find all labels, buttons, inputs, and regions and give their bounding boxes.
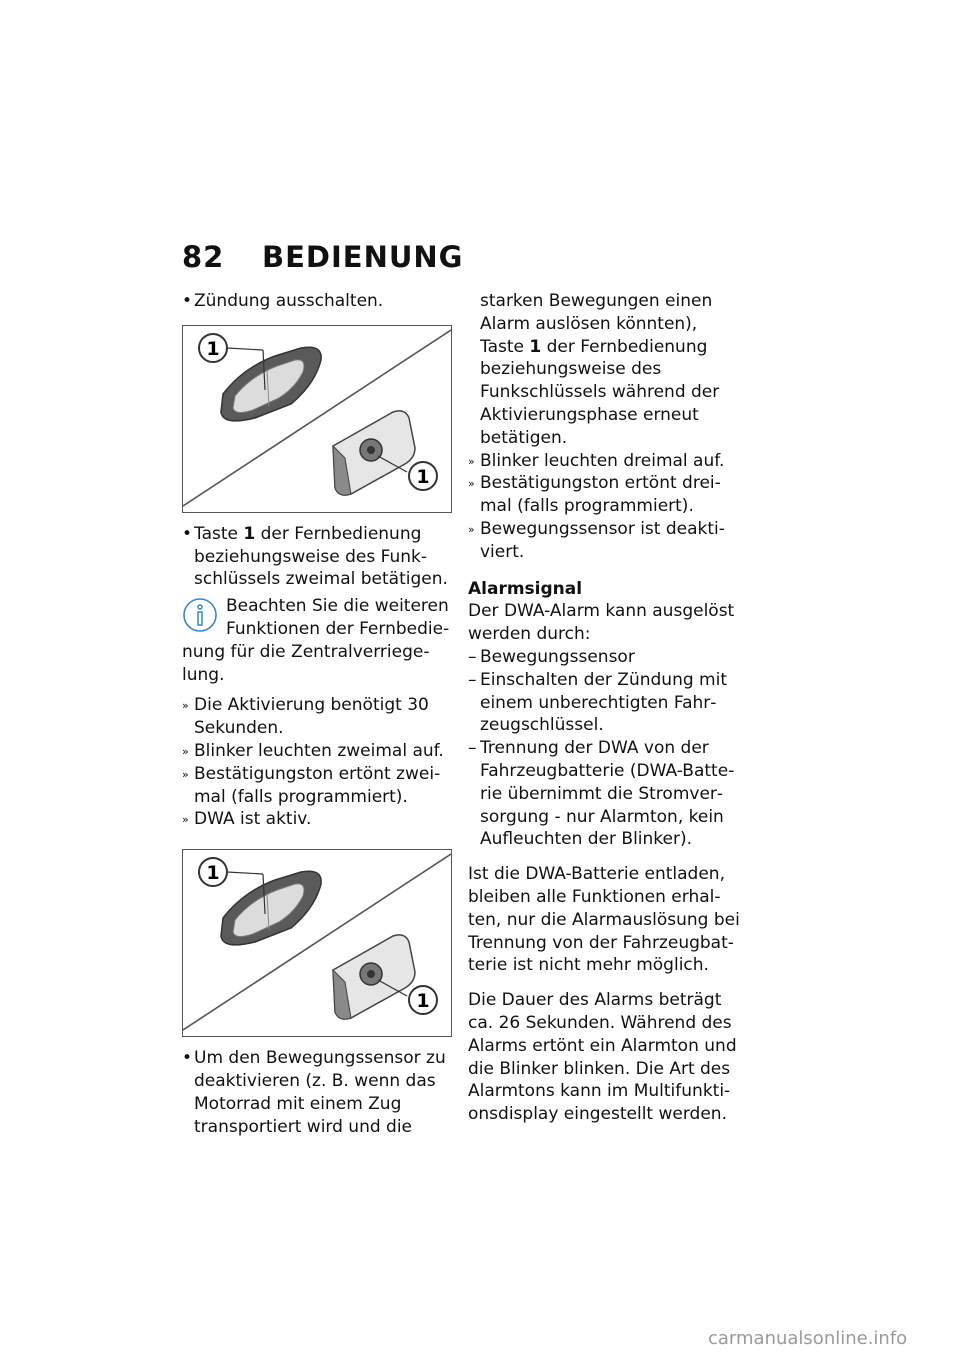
key-reference: 1 — [243, 523, 256, 544]
result-text: Die Aktivierung benötigt 30 Sekunden. — [194, 695, 429, 739]
remote-key-figure-2 — [182, 849, 452, 1037]
list-item — [182, 290, 452, 313]
section-intro: Der DWA-Alarm kann ausgelöst werden durch: — [468, 601, 735, 645]
dash-icon: – — [468, 646, 477, 667]
result-text: Blinker leuchten dreimal auf. — [480, 450, 725, 471]
dash-text: Bewegungssensor — [480, 646, 635, 667]
result-text: DWA ist aktiv. — [194, 809, 312, 830]
dash-item — [468, 669, 740, 737]
dash-text: Trennung der DWA von der Fahrzeugbatterie (DWA-Batterie übernimmt die Stromversorgung - nur Alarmton, kein Aufleuchten der Blinker). — [480, 738, 735, 850]
result-item — [182, 808, 452, 831]
dash-text: Einschalten der Zündung mit einem unberechtigten Fahrzeugschlüssel. — [480, 669, 727, 736]
result-item — [182, 694, 452, 740]
bullet-text: Zündung ausschalten. — [194, 291, 384, 311]
dash-icon: – — [468, 669, 477, 690]
result-item — [182, 740, 452, 763]
result-arrow-icon: » — [182, 767, 189, 781]
key-reference: 1 — [529, 336, 542, 357]
dash-item — [468, 737, 740, 851]
result-arrow-icon: » — [182, 813, 189, 827]
result-text: Bewegungssensor ist deaktiviert. — [480, 518, 725, 562]
result-arrow-icon: » — [182, 699, 189, 713]
info-note — [182, 595, 452, 686]
result-arrow-icon: » — [182, 744, 189, 758]
continued-text-post: der Fernbedienung beziehungsweise des Funkschlüssels während der Aktivierungsphase erneut betätigen. — [480, 336, 720, 448]
bullet-text-pre: Taste — [194, 523, 238, 544]
right-column — [468, 290, 740, 1126]
callout-1: 1 — [416, 465, 430, 488]
bullet-icon: • — [182, 1048, 193, 1069]
watermark: carmanualsonline.info — [708, 1328, 908, 1349]
result-item — [468, 518, 740, 564]
callout-1: 1 — [206, 337, 220, 360]
result-text: Bestätigungston ertönt zweimal (falls programmiert). — [194, 763, 441, 807]
result-arrow-icon: » — [468, 454, 475, 468]
dash-icon: – — [468, 738, 477, 759]
continued-text-pre: starken Bewegungen einen Alarm auslösen könnten), Taste — [480, 291, 713, 357]
info-line: nung für die Zentralverriegelung. — [182, 641, 430, 685]
result-arrow-icon: » — [468, 477, 475, 491]
page-header — [182, 240, 463, 274]
left-column — [182, 290, 452, 1138]
paragraph: Ist die DWA-Batterie entladen, bleiben alle Funktionen erhalten, nur die Alarmauslösung bei Trennung von der Fahrzeugbatterie ist nicht mehr möglich. — [468, 864, 740, 976]
result-text: Blinker leuchten zweimal auf. — [194, 740, 444, 761]
result-item — [468, 472, 740, 518]
info-line: Funktionen der Fernbedie- — [226, 618, 450, 639]
section-heading: Alarmsignal — [468, 578, 583, 599]
info-line: Beachten Sie die weiteren — [226, 596, 449, 617]
callout-1: 1 — [206, 862, 220, 885]
list-item — [182, 523, 452, 591]
info-icon — [182, 597, 218, 633]
remote-key-figure-1 — [182, 325, 452, 513]
result-item — [468, 450, 740, 473]
callout-1: 1 — [416, 990, 430, 1013]
bullet-icon: • — [182, 523, 193, 544]
page-title: BEDIENUNG — [262, 240, 464, 274]
list-item — [182, 1047, 452, 1138]
bullet-text-post: der Fernbedienung beziehungsweise des Funkschlüssels zweimal betätigen. — [194, 523, 448, 590]
list-item-continued — [468, 290, 740, 450]
result-text: Bestätigungston ertönt dreimal (falls programmiert). — [480, 473, 721, 517]
page-number: 82 — [182, 240, 225, 274]
key-illustration — [183, 850, 451, 1036]
bullet-text: Um den Bewegungssensor zu deaktivieren (z. B. wenn das Motorrad mit einem Zug transportiert wird und die — [194, 1048, 446, 1137]
dash-item — [468, 646, 740, 669]
paragraph: Die Dauer des Alarms beträgt ca. 26 Sekunden. Während des Alarms ertönt ein Alarmton und die Blinker blinken. Die Art des Alarmtons kann im Multifunktionsdisplay eingestellt werden. — [468, 990, 737, 1125]
result-item — [182, 763, 452, 809]
bullet-icon: • — [182, 291, 193, 311]
result-arrow-icon: » — [468, 522, 475, 536]
key-illustration — [183, 326, 451, 512]
